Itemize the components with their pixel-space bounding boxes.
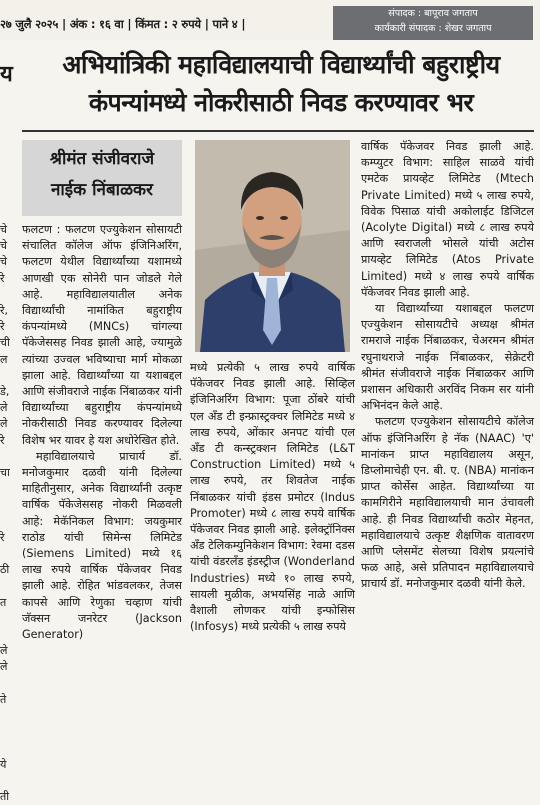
fragment-line: चे: [0, 223, 7, 236]
fragment-line: [0, 449, 20, 465]
fragment-line: चे: [0, 255, 7, 269]
fragment-line: [0, 497, 20, 513]
fragment-line: रे: [0, 530, 5, 544]
fragment-line: ची: [0, 336, 10, 350]
masthead: [0, 0, 540, 40]
previous-headline-fragment: य: [0, 62, 13, 87]
fragment-line: रे,: [0, 304, 8, 318]
fragment-line: ती: [0, 790, 10, 804]
fragment-line: [0, 546, 20, 562]
fragment-line: [0, 611, 20, 627]
paragraph: वार्षिक पॅकेजवर निवड झाली आहे. कम्प्युटर विभाग: साहिल साळवे यांची एमटेक प्रायव्हेट लिमिटेड (Mtech Private Limited) मध्ये ५ लाख रुपये, विवेक पिसाळ यांची अकोलाईट डिजिटल (Acolyte Digital) मध्ये ८ लाख रुपये आणि स्वराजली भोसले यांची अटोस प्रायव्हेट लिमिटेड (Atos Private Limited) मध्ये ४ लाख रुपये वार्षिक पॅकेजवर निवड झाली आहे.: [361, 140, 534, 299]
fragment-line: ले: [0, 417, 8, 431]
article-column-2: [190, 360, 355, 635]
byline-box: [22, 140, 182, 216]
headline-rule: [22, 130, 534, 132]
fragment-line: [0, 368, 20, 384]
executive-editor-name: कार्यकारी संपादक : शेखर जगताप: [374, 23, 492, 34]
fragment-line: रे: [0, 433, 5, 447]
issue-info: २७ जुलै २०२५ | अंक : १६ वा | किंमत : २ रुपये | पाने ४ |: [0, 17, 246, 31]
byline-line-2: नाईक निंबाळकर: [50, 180, 154, 200]
fragment-line: [0, 627, 20, 643]
fragment-line: ले: [0, 644, 8, 658]
headline-line-1: अभियांत्रिकी महाविद्यालयाची विद्यार्थ्यांची बहुराष्ट्रीय: [62, 50, 500, 79]
fragment-line: [0, 708, 20, 724]
fragment-line: [0, 481, 20, 497]
fragment-line: ठी: [0, 563, 10, 577]
article-column-1: [22, 222, 182, 643]
fragment-line: ल: [0, 352, 8, 366]
fragment-line: [0, 741, 20, 757]
byline-line-1: श्रीमंत संजीवराजे: [49, 149, 155, 169]
fragment-line: त: [0, 595, 7, 609]
fragment-line: रे: [0, 271, 5, 285]
fragment-line: ले: [0, 401, 8, 415]
article-column-3: [361, 139, 534, 593]
paragraph: मध्ये प्रत्येकी ५ लाख रुपये वार्षिक पॅकेजवर निवड झाली आहे. सिव्हिल इंजिनिअरिंग विभाग: पूजा ठोंबरे यांची एल अँड टी इन्फ्रास्ट्रक्चर लिमिटेड मध्ये ४ लाख रुपये, ओंकार अनपट यांची एल अँड टी कन्स्ट्रक्शन लिमिटेड (L&T Construction Limited) मध्ये ५ लाख रुपये, तर शिवतेज नाईक निंबाळकर यांची इंडस प्रमोटर (Indus Promoter) मध्ये ८ लाख रुपये वार्षिक पॅकेजवर निवड झाली आहे. इलेक्ट्रॉनिक्स अँड टेलिकम्युनिकेशन विभाग: रेवमा दडस यांची वंडरलँड इंडस्ट्रीज (Wonderland Industries) मध्ये १० लाख रुपये, सायली मुळीक, अभयसिंह नाळे आणि वैशाली लोणकर यांची इन्फोसिस (Infosys) मध्ये प्रत्येकी ५ लाख रुपये: [190, 361, 355, 634]
paragraph: फलटण एज्युकेशन सोसायटीचे कॉलेज ऑफ इंजिनिअरिंग हे नॅक (NAAC) 'ए' मानांकन प्राप्त महाविद्यालय असून, डिप्लोमाचेही एन. बी. ए. (NBA) मानांकन प्राप्त कोर्सेस आहेत. विद्यार्थ्यांच्या या कामगिरीने महाविद्यालयाची मान उंचावली आहे. ही निवड विद्यार्थ्यांची कठोर मेहनत, महाविद्यालयाचे उत्कृष्ट शैक्षणिक वातावरण आणि प्लेसमेंट सेलच्या विशेष प्रयत्नांचे फळ आहे, असे प्रतिपादन महाविद्यालयाचे प्राचार्य डॉ. मनोजकुमार दळवी यांनी केले.: [361, 415, 534, 591]
portrait-photo: [195, 140, 350, 352]
fragment-line: रे: [0, 320, 5, 334]
paragraph: महाविद्यालयाचे प्राचार्य डॉ. मनोजकुमार दळवी यांनी दिलेल्या माहितीनुसार, अनेक विद्यार्थ्यांनी उत्कृष्ट वार्षिक पॅकेजेससह नोकरी मिळवली आहे: मेकॅनिकल विभाग: जयकुमार राठोड यांची सिमेन्स लिमिटेड (Siemens Limited) मध्ये १६ लाख रुपये वार्षिक पॅकेजवर निवड झाली आहे. रोहित भांडवलकर, तेजस कापसे आणि रेणुका चव्हाण यांची जॅक्सन जनरेटर (Jackson Generator): [22, 449, 182, 642]
headline: [28, 46, 534, 122]
adjacent-column-fragment: [0, 222, 20, 805]
fragment-line: [0, 724, 20, 740]
fragment-line: [0, 578, 20, 594]
editor-name: संपादक : बापूराव जगताप: [388, 8, 478, 19]
headline-line-2: कंपन्यांमध्ये नोकरीसाठी निवड करण्यावर भर: [88, 88, 474, 117]
fragment-line: [0, 514, 20, 530]
fragment-line: ले: [0, 660, 8, 674]
fragment-line: ते: [0, 692, 7, 706]
fragment-line: ये: [0, 757, 7, 771]
paragraph: या विद्यार्थ्यांच्या यशाबद्दल फलटण एज्युकेशन सोसायटीचे अध्यक्ष श्रीमंत रामराजे नाईक निंबाळकर, चेअरमन श्रीमंत रघुनाथराजे नाईक निंबाळकर, सेक्रेटरी श्रीमंत संजीवराजे नाईक निंबाळकर आणि प्रशासन अधिकारी अरविंद निकम सर यांनी अभिनंदन केले आहे.: [361, 302, 534, 413]
fragment-line: डे,: [0, 385, 10, 399]
fragment-line: चा: [0, 466, 10, 480]
fragment-line: चे: [0, 239, 7, 253]
paragraph: फलटण : फलटण एज्युकेशन सोसायटी संचालित कॉलेज ऑफ इंजिनिअरिंग, फलटण येथील विद्यार्थ्यांच्या यशामध्ये आणखी एक सोनेरी पान जोडले गेले आहे. महाविद्यालयातील अनेक विद्यार्थ्यांची नामांकित बहुराष्ट्रीय कंपन्यांमध्ये (MNCs) चांगल्या पॅकेजेससह निवड झाली आहे, ज्यामुळे त्यांच्या उज्वल भविष्याचा मार्ग मोकळा झाला आहे. विद्यार्थ्यांच्या या यशाबद्दल आणि संजीवराजे नाईक निंबाळकर यांनी विद्यार्थ्यांच्या बहुराष्ट्रीय कंपन्यांमध्ये नोकरीसाठी निवड करण्यावर दिलेल्या विशेष भर यावर हे यश अधोरेखित होते.: [22, 223, 182, 447]
fragment-line: [0, 773, 20, 789]
fragment-line: [0, 676, 20, 692]
editor-box: [333, 6, 533, 40]
fragment-line: [0, 287, 20, 303]
